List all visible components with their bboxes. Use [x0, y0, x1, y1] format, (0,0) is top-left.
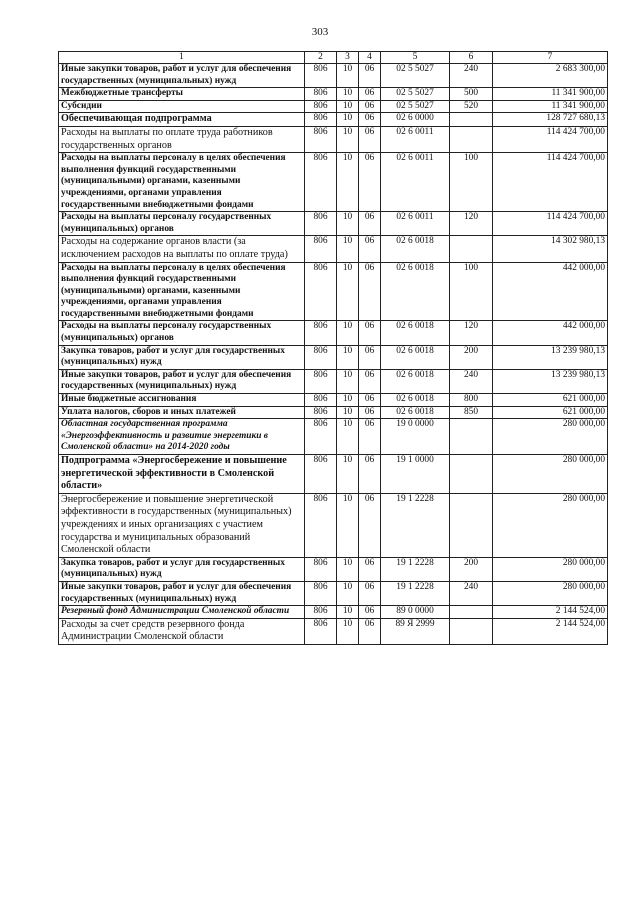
- expense-type-cell: 100: [450, 153, 493, 212]
- amount-cell: 442 000,00: [493, 321, 608, 345]
- section-code-cell: 10: [337, 493, 359, 557]
- amount-cell: 621 000,00: [493, 406, 608, 419]
- subsection-code-cell: 06: [359, 369, 381, 393]
- column-header: 6: [450, 52, 493, 64]
- table-row: [59, 153, 608, 212]
- expense-type-cell: [450, 618, 493, 644]
- target-article-cell: 19 1 2228: [381, 493, 450, 557]
- target-article-cell: 02 6 0018: [381, 394, 450, 407]
- table-row: [59, 321, 608, 345]
- column-header: 7: [493, 52, 608, 64]
- table-row: [59, 126, 608, 152]
- department-code-cell: 806: [305, 100, 337, 113]
- amount-cell: 280 000,00: [493, 557, 608, 581]
- department-code-cell: 806: [305, 419, 337, 455]
- subsection-code-cell: 06: [359, 455, 381, 494]
- department-code-cell: 806: [305, 153, 337, 212]
- section-code-cell: 10: [337, 262, 359, 321]
- amount-cell: 621 000,00: [493, 394, 608, 407]
- subsection-code-cell: 06: [359, 64, 381, 88]
- department-code-cell: 806: [305, 618, 337, 644]
- expense-name-cell: Расходы на выплаты персоналу государственных (муниципальных) органов: [59, 212, 305, 236]
- expense-name-cell: Подпрограмма «Энергосбережение и повышение энергетической эффективности в Смоленской области»: [59, 455, 305, 494]
- expense-type-cell: 240: [450, 64, 493, 88]
- expense-name-cell: Иные закупки товаров, работ и услуг для обеспечения государственных (муниципальных) нужд: [59, 64, 305, 88]
- table-row: [59, 262, 608, 321]
- section-code-cell: 10: [337, 557, 359, 581]
- amount-cell: 114 424 700,00: [493, 126, 608, 152]
- department-code-cell: 806: [305, 606, 337, 619]
- amount-cell: 280 000,00: [493, 493, 608, 557]
- department-code-cell: 806: [305, 262, 337, 321]
- expense-name-cell: Расходы на выплаты персоналу в целях обеспечения выполнения функций государственными (муниципальными) органами, казенными учреждениями, органами управления государственными внебюджетными фондами: [59, 262, 305, 321]
- section-code-cell: 10: [337, 88, 359, 101]
- department-code-cell: 806: [305, 493, 337, 557]
- column-header: 4: [359, 52, 381, 64]
- amount-cell: 2 144 524,00: [493, 618, 608, 644]
- expense-type-cell: 500: [450, 88, 493, 101]
- amount-cell: 2 144 524,00: [493, 606, 608, 619]
- expense-type-cell: [450, 126, 493, 152]
- expense-name-cell: Закупка товаров, работ и услуг для государственных (муниципальных) нужд: [59, 345, 305, 369]
- department-code-cell: 806: [305, 64, 337, 88]
- expense-name-cell: Расходы на выплаты персоналу в целях обеспечения выполнения функций государственными (муниципальными) органами, казенными учреждениями, органами управления государственными внебюджетными фондами: [59, 153, 305, 212]
- column-header: 1: [59, 52, 305, 64]
- expense-type-cell: 120: [450, 321, 493, 345]
- amount-cell: 11 341 900,00: [493, 100, 608, 113]
- target-article-cell: 19 1 2228: [381, 557, 450, 581]
- amount-cell: 13 239 980,13: [493, 345, 608, 369]
- target-article-cell: 02 6 0018: [381, 236, 450, 262]
- expense-type-cell: 240: [450, 369, 493, 393]
- expense-type-cell: [450, 113, 493, 127]
- expense-name-cell: Расходы за счет средств резервного фонда Администрации Смоленской области: [59, 618, 305, 644]
- subsection-code-cell: 06: [359, 557, 381, 581]
- expense-name-cell: Субсидии: [59, 100, 305, 113]
- subsection-code-cell: 06: [359, 100, 381, 113]
- column-header: 2: [305, 52, 337, 64]
- expense-type-cell: 100: [450, 262, 493, 321]
- target-article-cell: 02 5 5027: [381, 88, 450, 101]
- amount-cell: 128 727 680,13: [493, 113, 608, 127]
- expense-name-cell: Иные бюджетные ассигнования: [59, 394, 305, 407]
- table-row: [59, 557, 608, 581]
- subsection-code-cell: 06: [359, 262, 381, 321]
- target-article-cell: 02 6 0011: [381, 212, 450, 236]
- table-row: [59, 64, 608, 88]
- subsection-code-cell: 06: [359, 419, 381, 455]
- section-code-cell: 10: [337, 419, 359, 455]
- subsection-code-cell: 06: [359, 618, 381, 644]
- subsection-code-cell: 06: [359, 126, 381, 152]
- department-code-cell: 806: [305, 212, 337, 236]
- subsection-code-cell: 06: [359, 113, 381, 127]
- expense-type-cell: [450, 455, 493, 494]
- column-header: 3: [337, 52, 359, 64]
- section-code-cell: 10: [337, 100, 359, 113]
- section-code-cell: 10: [337, 153, 359, 212]
- expense-name-cell: Обеспечивающая подпрограмма: [59, 113, 305, 127]
- department-code-cell: 806: [305, 236, 337, 262]
- table-row: [59, 113, 608, 127]
- table-row: [59, 236, 608, 262]
- department-code-cell: 806: [305, 557, 337, 581]
- target-article-cell: 02 6 0018: [381, 345, 450, 369]
- table-row: [59, 345, 608, 369]
- expense-name-cell: Межбюджетные трансферты: [59, 88, 305, 101]
- section-code-cell: 10: [337, 321, 359, 345]
- section-code-cell: 10: [337, 212, 359, 236]
- subsection-code-cell: 06: [359, 345, 381, 369]
- department-code-cell: 806: [305, 113, 337, 127]
- subsection-code-cell: 06: [359, 581, 381, 605]
- table-row: [59, 369, 608, 393]
- amount-cell: 11 341 900,00: [493, 88, 608, 101]
- expense-type-cell: [450, 236, 493, 262]
- amount-cell: 442 000,00: [493, 262, 608, 321]
- subsection-code-cell: 06: [359, 321, 381, 345]
- target-article-cell: 02 6 0018: [381, 369, 450, 393]
- header-row: [59, 52, 608, 64]
- amount-cell: 280 000,00: [493, 581, 608, 605]
- table-row: [59, 419, 608, 455]
- expense-type-cell: [450, 419, 493, 455]
- expense-name-cell: Расходы на выплаты персоналу государственных (муниципальных) органов: [59, 321, 305, 345]
- amount-cell: 114 424 700,00: [493, 212, 608, 236]
- subsection-code-cell: 06: [359, 606, 381, 619]
- department-code-cell: 806: [305, 321, 337, 345]
- expense-type-cell: [450, 606, 493, 619]
- section-code-cell: 10: [337, 113, 359, 127]
- table-row: [59, 455, 608, 494]
- table-row: [59, 100, 608, 113]
- table-row: [59, 618, 608, 644]
- amount-cell: 114 424 700,00: [493, 153, 608, 212]
- target-article-cell: 02 5 5027: [381, 64, 450, 88]
- expense-name-cell: Закупка товаров, работ и услуг для государственных (муниципальных) нужд: [59, 557, 305, 581]
- expense-name-cell: Уплата налогов, сборов и иных платежей: [59, 406, 305, 419]
- subsection-code-cell: 06: [359, 88, 381, 101]
- section-code-cell: 10: [337, 406, 359, 419]
- amount-cell: 2 683 300,00: [493, 64, 608, 88]
- target-article-cell: 02 6 0018: [381, 321, 450, 345]
- section-code-cell: 10: [337, 126, 359, 152]
- expense-type-cell: 520: [450, 100, 493, 113]
- target-article-cell: 02 6 0000: [381, 113, 450, 127]
- section-code-cell: 10: [337, 64, 359, 88]
- table-row: [59, 493, 608, 557]
- expense-name-cell: Областная государственная программа «Энергоэффективность и развитие энергетики в Смоленской области» на 2014-2020 годы: [59, 419, 305, 455]
- target-article-cell: 02 6 0018: [381, 406, 450, 419]
- target-article-cell: 89 Я 2999: [381, 618, 450, 644]
- expense-type-cell: 850: [450, 406, 493, 419]
- table-row: [59, 212, 608, 236]
- section-code-cell: 10: [337, 618, 359, 644]
- budget-table: [58, 51, 608, 645]
- expense-type-cell: 800: [450, 394, 493, 407]
- department-code-cell: 806: [305, 126, 337, 152]
- department-code-cell: 806: [305, 394, 337, 407]
- target-article-cell: 19 1 2228: [381, 581, 450, 605]
- department-code-cell: 806: [305, 345, 337, 369]
- expense-name-cell: Энергосбережение и повышение энергетической эффективности в государственных (муниципальных) учреждениях и иных организациях с участием государства и муниципальных образований Смоленской области: [59, 493, 305, 557]
- section-code-cell: 10: [337, 455, 359, 494]
- target-article-cell: 02 6 0011: [381, 153, 450, 212]
- table-row: [59, 88, 608, 101]
- subsection-code-cell: 06: [359, 493, 381, 557]
- amount-cell: 280 000,00: [493, 419, 608, 455]
- amount-cell: 14 302 980,13: [493, 236, 608, 262]
- subsection-code-cell: 06: [359, 236, 381, 262]
- target-article-cell: 19 1 0000: [381, 455, 450, 494]
- expense-name-cell: Иные закупки товаров, работ и услуг для обеспечения государственных (муниципальных) нужд: [59, 581, 305, 605]
- expense-type-cell: 200: [450, 557, 493, 581]
- target-article-cell: 02 5 5027: [381, 100, 450, 113]
- section-code-cell: 10: [337, 606, 359, 619]
- table-row: [59, 581, 608, 605]
- section-code-cell: 10: [337, 394, 359, 407]
- section-code-cell: 10: [337, 369, 359, 393]
- department-code-cell: 806: [305, 581, 337, 605]
- target-article-cell: 89 0 0000: [381, 606, 450, 619]
- expense-type-cell: 200: [450, 345, 493, 369]
- table-row: [59, 406, 608, 419]
- expense-name-cell: Резервный фонд Администрации Смоленской области: [59, 606, 305, 619]
- target-article-cell: 02 6 0011: [381, 126, 450, 152]
- target-article-cell: 19 0 0000: [381, 419, 450, 455]
- expense-type-cell: 120: [450, 212, 493, 236]
- section-code-cell: 10: [337, 345, 359, 369]
- section-code-cell: 10: [337, 581, 359, 605]
- subsection-code-cell: 06: [359, 153, 381, 212]
- amount-cell: 280 000,00: [493, 455, 608, 494]
- expense-name-cell: Расходы на выплаты по оплате труда работников государственных органов: [59, 126, 305, 152]
- department-code-cell: 806: [305, 88, 337, 101]
- table-row: [59, 394, 608, 407]
- expense-name-cell: Иные закупки товаров, работ и услуг для обеспечения государственных (муниципальных) нужд: [59, 369, 305, 393]
- expense-type-cell: [450, 493, 493, 557]
- subsection-code-cell: 06: [359, 406, 381, 419]
- department-code-cell: 806: [305, 369, 337, 393]
- department-code-cell: 806: [305, 455, 337, 494]
- department-code-cell: 806: [305, 406, 337, 419]
- page-number: 303: [311, 26, 329, 38]
- table-row: [59, 606, 608, 619]
- expense-name-cell: Расходы на содержание органов власти (за исключением расходов на выплаты по оплате труда): [59, 236, 305, 262]
- section-code-cell: 10: [337, 236, 359, 262]
- target-article-cell: 02 6 0018: [381, 262, 450, 321]
- expense-type-cell: 240: [450, 581, 493, 605]
- amount-cell: 13 239 980,13: [493, 369, 608, 393]
- subsection-code-cell: 06: [359, 394, 381, 407]
- subsection-code-cell: 06: [359, 212, 381, 236]
- column-header: 5: [381, 52, 450, 64]
